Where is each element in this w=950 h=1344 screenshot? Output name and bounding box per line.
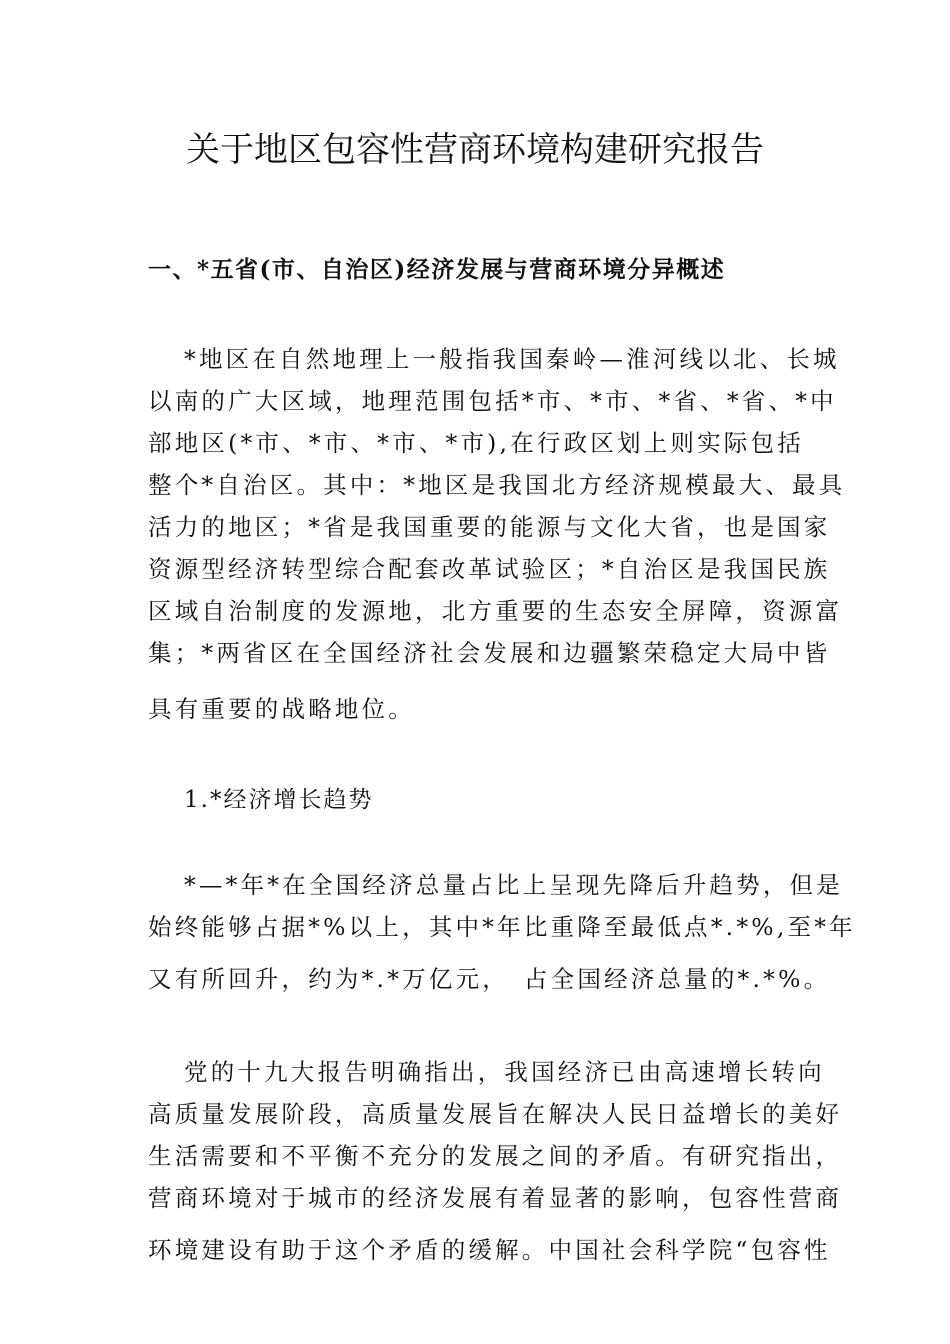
- paragraph-line: 资源型经济转型综合配套改革试验区；*自治区是我国民族: [148, 555, 831, 583]
- section-heading: 一、*五省(市、自治区)经济发展与营商环境分异概述: [148, 256, 726, 283]
- paragraph-line: 部地区(*市、*市、*市、*市),在行政区划上则实际包括: [148, 429, 804, 457]
- paragraph-line: 具有重要的战略地位。: [148, 695, 415, 723]
- paragraph-growth: [148, 864, 856, 1000]
- paragraph-line: 以南的广大区域，地理范围包括*市、*市、*省、*省、*中: [148, 387, 837, 415]
- paragraph-line: 活力的地区；*省是我国重要的能源与文化大省，也是国家: [148, 513, 831, 541]
- paragraph-line: 生活需要和不平衡不充分的发展之间的矛盾。有研究指出，: [148, 1142, 843, 1170]
- paragraph-line: 营商环境对于城市的经济发展有着显著的影响，包容性营商: [148, 1184, 843, 1212]
- paragraph-line: 始终能够占据*%以上，其中*年比重降至最低点*.*%,至*年: [148, 913, 856, 941]
- document-title: 关于地区包容性营商环境构建研究报告: [186, 130, 764, 170]
- paragraph-quality-development: [148, 1051, 843, 1271]
- paragraph-overview: [148, 338, 846, 730]
- paragraph-line: *—*年*在全国经济总量占比上呈现先降后升趋势，但是: [184, 871, 843, 899]
- paragraph-line: 整个*自治区。其中：*地区是我国北方经济规模最大、最具: [148, 471, 846, 499]
- paragraph-line: 环境建设有助于这个矛盾的缓解。中国社会科学院“包容性: [148, 1236, 831, 1264]
- paragraph-line: 又有所回升，约为*.*万亿元， 占全国经济总量的*.*%。: [148, 965, 831, 993]
- paragraph-line: 区域自治制度的发源地，北方重要的生态安全屏障，资源富: [148, 597, 843, 625]
- paragraph-line: 集；*两省区在全国经济社会发展和边疆繁荣稳定大局中皆: [148, 639, 831, 667]
- paragraph-line: 党的十九大报告明确指出，我国经济已由高速增长转向: [184, 1058, 825, 1086]
- paragraph-line: 高质量发展阶段，高质量发展旨在解决人民日益增长的美好: [148, 1100, 843, 1128]
- subsection-heading: 1.*经济增长趋势: [184, 787, 374, 813]
- paragraph-line: *地区在自然地理上一般指我国秦岭—淮河线以北、长城: [184, 345, 840, 373]
